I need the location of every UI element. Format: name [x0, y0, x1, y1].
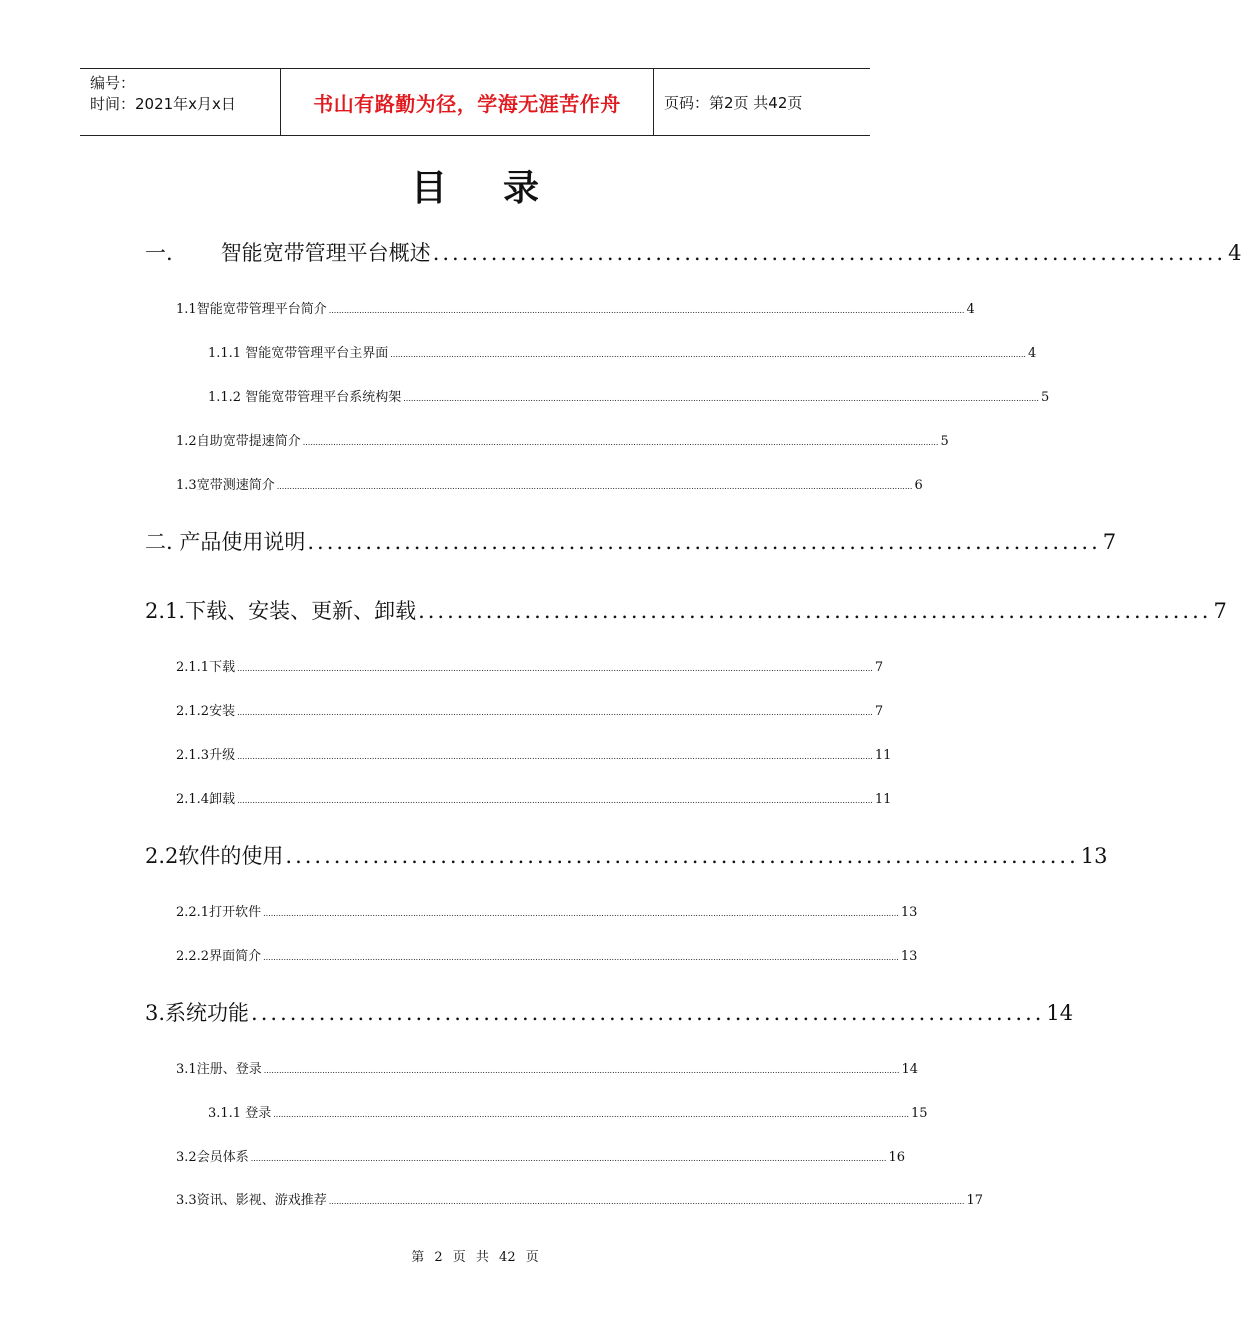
toc-entry-page: 17 — [966, 1193, 983, 1208]
toc-entry-number: 1.3 — [176, 478, 197, 493]
toc-entry-page: 4 — [1228, 241, 1241, 265]
toc-leader-dots: .......................................................................................................................................................................................................................................................... — [237, 752, 873, 761]
toc-entry[interactable] — [208, 342, 1037, 361]
toc-entry-page: 7 — [874, 704, 884, 719]
toc-entry-number: 二. — [145, 530, 173, 554]
toc-entry-text: 打开软件 — [209, 905, 262, 920]
toc-entry-number: 2.2 — [145, 844, 179, 868]
toc-entry[interactable] — [145, 237, 1241, 267]
toc-entry[interactable] — [176, 656, 884, 675]
toc-leader-dots: .......................................................................................................................................................................................................................................................... — [328, 1197, 965, 1206]
toc-entry-text: 界面简介 — [209, 949, 262, 964]
toc-leader-dots: .......................................................................................................................................................................................................................................................... — [302, 438, 939, 447]
toc-entry-text: 系统功能 — [165, 1001, 250, 1025]
toc-leader-dots: .................................................................................. — [418, 599, 1212, 623]
toc-entry-page: 7 — [1102, 530, 1117, 554]
toc-entry-text: 自助宽带提速简介 — [196, 434, 301, 449]
toc-entry[interactable] — [176, 298, 975, 317]
toc-entry-page: 13 — [1080, 844, 1108, 868]
toc-entry-text: 登录 — [245, 1106, 272, 1121]
toc-entry-text: 资讯、影视、游戏推荐 — [196, 1193, 327, 1208]
toc-entry-text: 智能宽带管理平台主界面 — [245, 346, 389, 361]
toc-entry-number: 2.2.2 — [176, 949, 210, 964]
toc-entry-page: 7 — [874, 660, 884, 675]
toc-entry-number: 1.1 — [176, 302, 197, 317]
toc-entry-page: 15 — [910, 1106, 928, 1121]
toc-entry-page: 7 — [1213, 599, 1227, 623]
toc-leader-dots: .......................................................................................................................................................................................................................................................... — [390, 350, 1026, 359]
toc-entry-page: 13 — [900, 905, 918, 920]
toc-entry-page: 5 — [940, 434, 949, 449]
toc-entry-number: 1.2 — [176, 434, 197, 449]
toc-title: 目录 — [410, 168, 595, 209]
page-header — [80, 68, 870, 136]
toc-entry[interactable] — [176, 1146, 905, 1165]
toc-entry[interactable] — [176, 1058, 918, 1077]
toc-entry-text: 下载、安装、更新、卸载 — [185, 599, 417, 623]
toc-entry-text: 安装 — [209, 704, 236, 719]
toc-entry[interactable] — [176, 901, 918, 920]
toc-leader-dots: .................................................................................. — [307, 530, 1101, 554]
toc-entry-text: 下载 — [209, 660, 236, 675]
toc-entry-text: 宽带测速简介 — [196, 478, 275, 493]
toc-entry-page: 16 — [888, 1150, 905, 1165]
toc-leader-dots: .......................................................................................................................................................................................................................................................... — [263, 953, 899, 962]
toc-entry-text: 智能宽带管理平台概述 — [220, 241, 431, 265]
toc-leader-dots: .................................................................................. — [285, 844, 1079, 868]
header-page-info: 页码：第2页 共42页 — [664, 93, 803, 112]
toc-entry-number: 一. — [145, 241, 173, 265]
toc-entry[interactable] — [176, 430, 949, 449]
toc-entry-number: 2.1. — [145, 599, 186, 623]
toc-entry-page: 5 — [1040, 390, 1050, 405]
toc-entry-number: 1.1.2 — [208, 390, 242, 405]
toc-leader-dots: .................................................................................. — [251, 1001, 1045, 1025]
toc-leader-dots: .......................................................................................................................................................................................................................................................... — [403, 394, 1039, 403]
toc-entry-text: 注册、登录 — [196, 1062, 262, 1077]
toc-entry[interactable] — [176, 700, 884, 719]
toc-entry[interactable] — [145, 840, 1108, 870]
page-footer: 第 2 页 共 42 页 — [411, 1250, 539, 1265]
toc-entry-number: 2.1.2 — [176, 704, 210, 719]
toc-leader-dots: .......................................................................................................................................................................................................................................................... — [328, 306, 965, 315]
toc-entry[interactable] — [208, 1102, 928, 1121]
toc-entry-text: 产品使用说明 — [179, 530, 306, 554]
toc-entry-number: 3.3 — [176, 1193, 197, 1208]
toc-entry-page: 4 — [966, 302, 975, 317]
toc-entry-number: 2.1.3 — [176, 748, 210, 763]
toc-entry-page: 11 — [874, 748, 892, 763]
header-motto: 书山有路勤为径，学海无涯苦作舟 — [281, 69, 654, 135]
toc-entry-page: 4 — [1027, 346, 1037, 361]
toc-leader-dots: .................................................................................. — [432, 241, 1227, 265]
header-meta — [80, 69, 281, 135]
toc-entry-page: 14 — [901, 1062, 918, 1077]
toc-entry-number: 2.2.1 — [176, 905, 210, 920]
toc-entry[interactable] — [145, 595, 1227, 625]
toc-entry-number: 3. — [145, 1001, 166, 1025]
document-date: 时间：2021年x月x日 — [90, 95, 236, 113]
toc-leader-dots: .......................................................................................................................................................................................................................................................... — [276, 482, 913, 491]
toc-entry[interactable] — [176, 1189, 983, 1208]
toc-entry-page: 6 — [914, 478, 923, 493]
toc-entry[interactable] — [176, 945, 918, 964]
toc-entry[interactable] — [145, 997, 1074, 1027]
toc-entry[interactable] — [176, 744, 892, 763]
toc-leader-dots: .......................................................................................................................................................................................................................................................... — [263, 1066, 900, 1075]
toc-entry[interactable] — [208, 386, 1050, 405]
toc-entry-number: 3.1.1 — [208, 1106, 242, 1121]
toc-entry-text: 会员体系 — [196, 1150, 249, 1165]
toc-leader-dots: .......................................................................................................................................................................................................................................................... — [237, 664, 873, 673]
toc-entry-number: 2.1.1 — [176, 660, 210, 675]
toc-entry-page: 13 — [900, 949, 918, 964]
document-number-label: 编号： — [90, 74, 136, 92]
toc-entry-text: 升级 — [209, 748, 236, 763]
toc-entry-number: 3.1 — [176, 1062, 197, 1077]
toc-entry-text: 智能宽带管理平台系统构架 — [245, 390, 402, 405]
toc-entry-page: 14 — [1046, 1001, 1074, 1025]
toc-entry-number: 1.1.1 — [208, 346, 242, 361]
toc-leader-dots: .......................................................................................................................................................................................................................................................... — [250, 1154, 887, 1163]
toc-entry-text: 智能宽带管理平台简介 — [196, 302, 327, 317]
toc-entry[interactable] — [176, 474, 923, 493]
toc-leader-dots: .......................................................................................................................................................................................................................................................... — [237, 708, 873, 717]
toc-entry-text: 卸载 — [209, 792, 236, 807]
toc-entry-number: 3.2 — [176, 1150, 197, 1165]
toc-entry[interactable] — [176, 788, 892, 807]
toc-entry-number: 2.1.4 — [176, 792, 210, 807]
toc-entry[interactable] — [145, 526, 1117, 556]
toc-leader-dots: .......................................................................................................................................................................................................................................................... — [237, 796, 873, 805]
toc-entry-text: 软件的使用 — [178, 844, 284, 868]
toc-leader-dots: .......................................................................................................................................................................................................................................................... — [273, 1110, 909, 1119]
toc-entry-page: 11 — [874, 792, 892, 807]
toc-leader-dots: .......................................................................................................................................................................................................................................................... — [263, 909, 899, 918]
